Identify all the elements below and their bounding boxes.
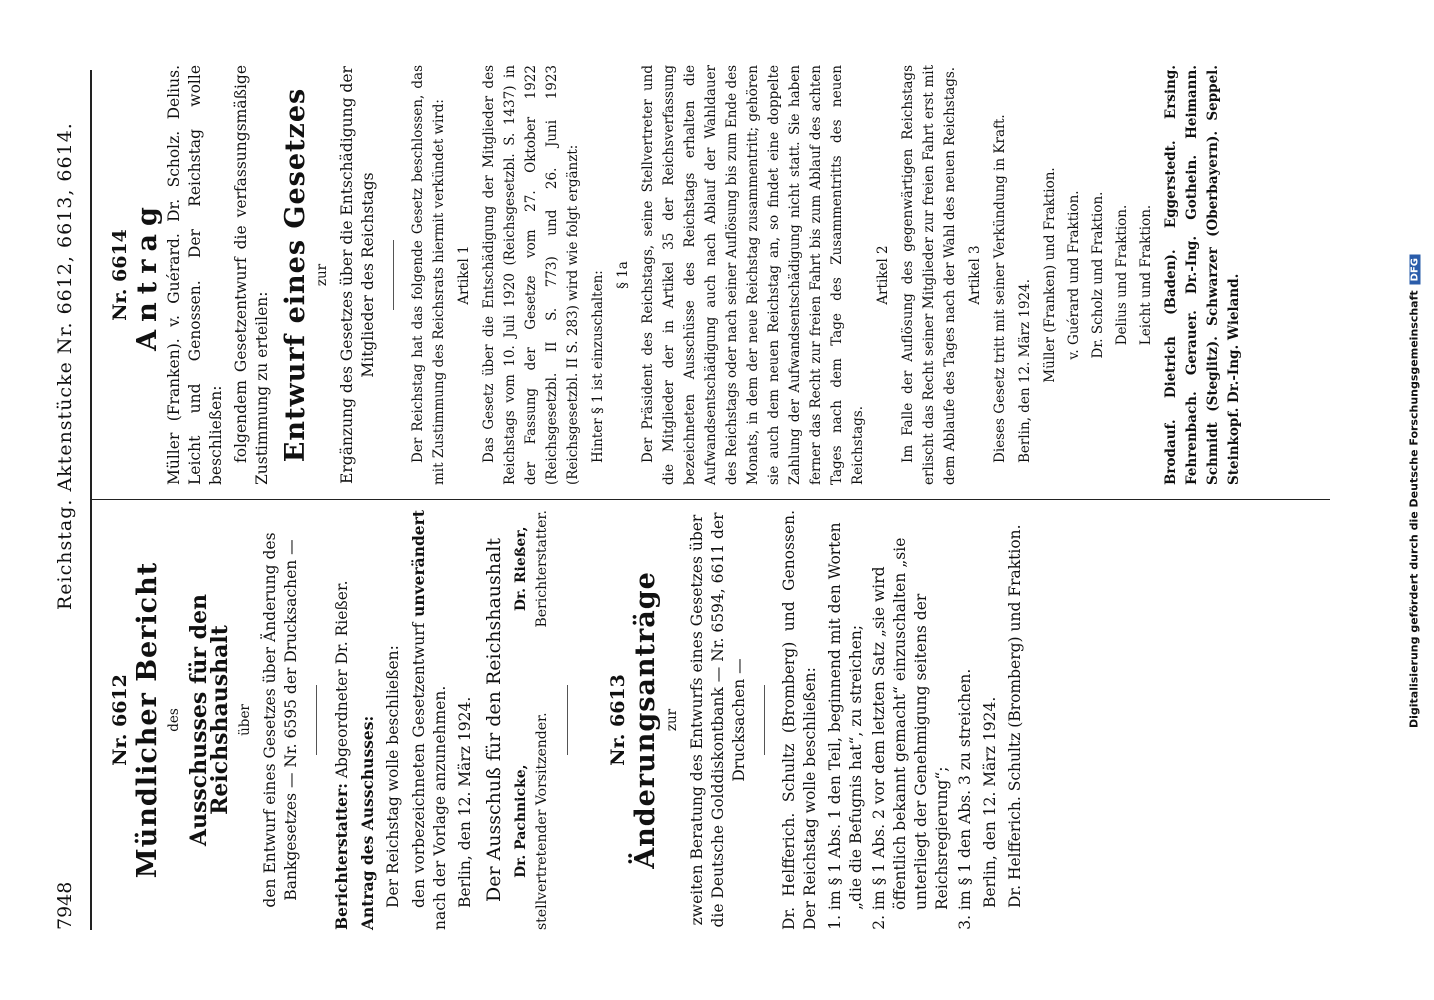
doc-6614-intro2: folgendem Gesetzentwurf die verfassungsmäßige Zustimmung zu erteilen: — [232, 65, 271, 485]
right-column — [100, 65, 1249, 485]
doc-6614-signers: Brodauf. Dietrich (Baden). Eggerstedt. Ersing. Fehrenbach. Gerauer. Dr.-Ing. Gothein. Heimann. Schmidt (Steglitz). Schwarzer (Oberbayern). Seppel. Steinkopf. Dr.-Ing. Wieland. — [1163, 65, 1242, 485]
list-item: v. Guérard und Fraktion. — [1066, 190, 1082, 360]
antrag-body-a: den vorbezeichneten Gesetzentwurf — [410, 616, 428, 908]
article-2-heading: Artikel 2 — [875, 245, 891, 305]
dfg-credit-text: Digitalisierung gefördert durch die Deutsche Forschungsgemeinschaft — [1407, 290, 1421, 729]
doc-6614-zur: zur — [314, 263, 330, 287]
separator — [393, 240, 394, 310]
list-item: 3. im § 1 den Abs. 3 zu streichen. — [955, 510, 976, 910]
article-1-heading: Artikel 1 — [456, 245, 472, 305]
dfg-logo: DFG — [1410, 255, 1421, 284]
sig-right-role: Berichterstatter. — [534, 510, 550, 628]
article-3-heading: Artikel 3 — [967, 245, 983, 305]
doc-6613-intro: Dr. Helfferich. Schultz (Bromberg) und Genossen. Der Reichstag wolle beschließen: — [780, 510, 819, 930]
left-column — [100, 510, 1030, 930]
paragraph-1a-heading: § 1a — [615, 261, 631, 289]
doc-6612-signatures — [511, 510, 553, 930]
doc-6612-date: Berlin, den 12. März 1924. — [456, 696, 474, 908]
page-header — [40, 70, 80, 930]
reporter-label: Berichterstatter: — [332, 783, 351, 930]
doc-6614-intro: Müller (Franken). v. Guérard. Dr. Scholz. Delius. Leicht und Genossen. Der Reichstag wolle beschließen: — [165, 65, 225, 485]
doc-6612-antrag-body — [408, 510, 451, 930]
doc-6613-title: Änderungsanträge — [630, 571, 661, 869]
header-rule — [90, 70, 92, 930]
reporter-name: Abgeordneter Dr. Rießer. — [333, 580, 351, 779]
article-2-text: Im Falle der Auflösung des gegenwärtigen Reichstags erlischt das Recht seiner Mitglieder zur freien Fahrt erst mit dem Ablaufe des Tages nach der Wahl des neuen Reichstags. — [900, 65, 958, 485]
doc-6612-committee-title: Ausschusses für den Reichshaushalt — [186, 593, 233, 847]
separator — [764, 685, 765, 755]
dfg-sidebar — [1404, 0, 1432, 1000]
article-3-text: Dieses Gesetz tritt mit seiner Verkündung in Kraft. — [992, 114, 1008, 463]
column-divider — [90, 499, 1330, 500]
doc-6612-antrag-label — [357, 510, 379, 930]
separator — [567, 685, 568, 755]
antrag-label: Antrag des Ausschusses: — [358, 715, 377, 930]
doc-6614-preamble: Der Reichstag hat das folgende Gesetz beschlossen, das mit Zustimmung des Reichsrats hiermit verkündet wird: — [410, 65, 447, 485]
doc-6614-law-subject: Ergänzung des Gesetzes über die Entschädigung der Mitglieder des Reichstags — [338, 66, 377, 484]
doc-6614-fractions — [1040, 65, 1157, 485]
list-item: Müller (Franken) und Fraktion. — [1042, 167, 1058, 383]
doc-6612-number: Nr. 6612 — [109, 674, 131, 766]
sig-right-name: Dr. Rießer, — [513, 526, 529, 612]
dfg-credit — [1408, 2, 1421, 982]
doc-6612-antrag-text: Der Reichstag wolle beschließen: — [384, 645, 402, 908]
doc-6612-title: Mündlicher Bericht — [132, 561, 163, 879]
doc-6612-subject: den Entwurf eines Gesetzes über Änderung des Bankgesetzes — Nr. 6595 der Drucksachen — — [261, 532, 300, 908]
list-item: 2. im § 1 Abs. 2 vor dem letzten Satz „sie wird öffentlich bekannt gemacht“ einzuschalten „sie unterliegt der Genehmigung seitens der Reichsregierung“; — [869, 510, 953, 910]
doc-6614-number: Nr. 6614 — [109, 229, 131, 321]
paragraph-1a-text: Der Präsident des Reichstags, seine Stellvertreter und die Mitglieder der in Artikel 35 der Reichsverfassung bezeichneten Ausschüsse des Reichstags erhalten die Aufwandsentschädigung auch nach Ablauf der Wahldauer des Reichstags oder nach seiner Auflösung bis zum Ende des Monats, in dem der neue Reichstag zusammentritt; gehören sie auch dem neuen Reichstag an, so findet eine doppelte Zahlung der Aufwandsentschädigung nicht statt. Sie haben ferner das Recht zur freien Fahrt bis zum Ablauf des achten Tages nach dem Tage des Zusammentritts des neuen Reichstags. — [640, 65, 866, 485]
doc-6614-title: Antrag — [132, 199, 163, 351]
antrag-bold: unverändert — [409, 510, 428, 617]
doc-6612-reporter — [331, 510, 353, 930]
list-item: Dr. Scholz und Fraktion. — [1090, 191, 1106, 359]
sig-left-name: Dr. Pachnicke, — [513, 764, 529, 878]
list-item: 1. im § 1 Abs. 1 den Teil, beginnend mit den Worten „die die Befugnis hat“, zu streichen; — [825, 510, 867, 910]
page-title: Reichstag. Aktenstücke Nr. 6612, 6613, 6614. — [54, 122, 76, 610]
doc-6613-items — [825, 510, 976, 910]
separator — [316, 685, 317, 755]
list-item: Leicht und Fraktion. — [1138, 204, 1154, 346]
doc-6612-committee: Der Ausschuß für den Reichshaushalt — [483, 537, 505, 903]
doc-6613-zur: zur — [664, 708, 680, 732]
doc-6613-number: Nr. 6613 — [607, 674, 629, 766]
doc-6614-law-title: Entwurf eines Gesetzes — [280, 87, 311, 463]
doc-6613-subject: zweiten Beratung des Entwurfs eines Gesetzes über die Deutsche Golddiskontbank — Nr. 6594, 6611 der Drucksachen — — [688, 512, 748, 928]
doc-6612-des: des — [166, 708, 182, 732]
doc-6613-date: Berlin, den 12. März 1924. — [981, 696, 999, 908]
antrag-body-b: nach der Vorlage anzunehmen. — [431, 685, 449, 930]
article-1-text: Das Gesetz über die Entschädigung der Mitglieder des Reichstags vom 10. Juli 1920 (Reichsgesetzbl. S. 1437) in der Fassung der Gesetze vom 27. Oktober 1922 (Reichsgesetzbl. II S. 773) und 26. Juni 1923 (Reichsgesetzbl. II S. 283) wird wie folgt ergänzt: — [481, 65, 581, 485]
doc-6614-date: Berlin, den 12. März 1924. — [1017, 278, 1033, 463]
page-number: 7948 — [54, 881, 76, 930]
sig-left-role: stellvertretender Vorsitzender. — [534, 712, 550, 930]
doc-6613-signers: Dr. Helfferich. Schultz (Bromberg) und Fraktion. — [1006, 524, 1024, 908]
doc-6612-ueber: über — [237, 704, 253, 736]
list-item: Delius und Fraktion. — [1114, 204, 1130, 346]
article-1-insert: Hinter § 1 ist einzuschalten: — [590, 270, 606, 463]
